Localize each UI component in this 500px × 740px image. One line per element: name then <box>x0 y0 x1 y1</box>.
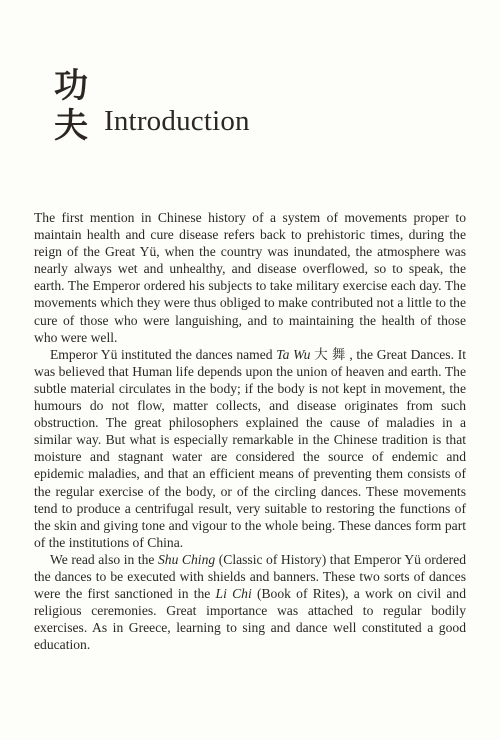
italic-term-ta-wu: Ta Wu <box>276 346 311 362</box>
text-run: The first mention in Chinese history of a system of movements proper to maintain health and cure disease refers back to prehistoric times, during the reign of the Great Yü, when the country was inundated, the atmosphere was nearly always wet and unhealthy, and disease overflowed, so to speak, the earth. The Emperor ordered his subjects to take military exercise each day. The movements which they were thus obliged to make contributed not a little to the cure of those who were languishing, and to maintaining the health of those who were well. <box>34 210 466 345</box>
text-run: (Book of Rites), a work on civil and religious ceremonies. Great importance was attached to regular bodily exercises. As in Greece, learning to sing and dance well constituted a good education. <box>34 586 466 653</box>
text-run: We read also in the <box>50 551 158 567</box>
chinese-char-fu: 夫 <box>54 106 88 146</box>
body-text <box>34 209 466 653</box>
italic-term-shu-ching: Shu Ching <box>157 551 216 567</box>
chinese-title-kung-fu <box>54 66 98 146</box>
paragraph <box>34 209 466 346</box>
chinese-char-gong: 功 <box>54 66 88 106</box>
italic-term-li-chi: Li Chi <box>215 586 252 602</box>
paragraph <box>34 551 466 654</box>
text-run: (Classic of History) that Emperor Yü ordered the dances to be executed with shields and banners. These two sorts of dances were the first sanctioned in the <box>34 551 466 602</box>
text-run: 大 舞 , the Great Dances. It was believed that Human life depends upon the union of heaven and earth. The subtle material circulates in the body; if the body is not kept in movement, the humours do not flow, matter collects, and disease originates from such obstruction. The great philosophers explained the cause of maladies in a similar way. But what is especially remarkable in the Chinese tradition is that moisture and stagnant water are considered the source of endemic and epidemic maladies, and that an efficient means of preventing them consists of the regular exercise of the body, or of the circling dances. These movements tend to produce a centrifugal result, very suitable to restoring the functions of the skin and giving tone and vigour to the whole being. These dances form part of the institutions of China. <box>34 346 466 550</box>
chapter-heading: Introduction <box>104 105 250 137</box>
paragraph <box>34 346 466 551</box>
text-run: Emperor Yü instituted the dances named <box>50 346 277 362</box>
